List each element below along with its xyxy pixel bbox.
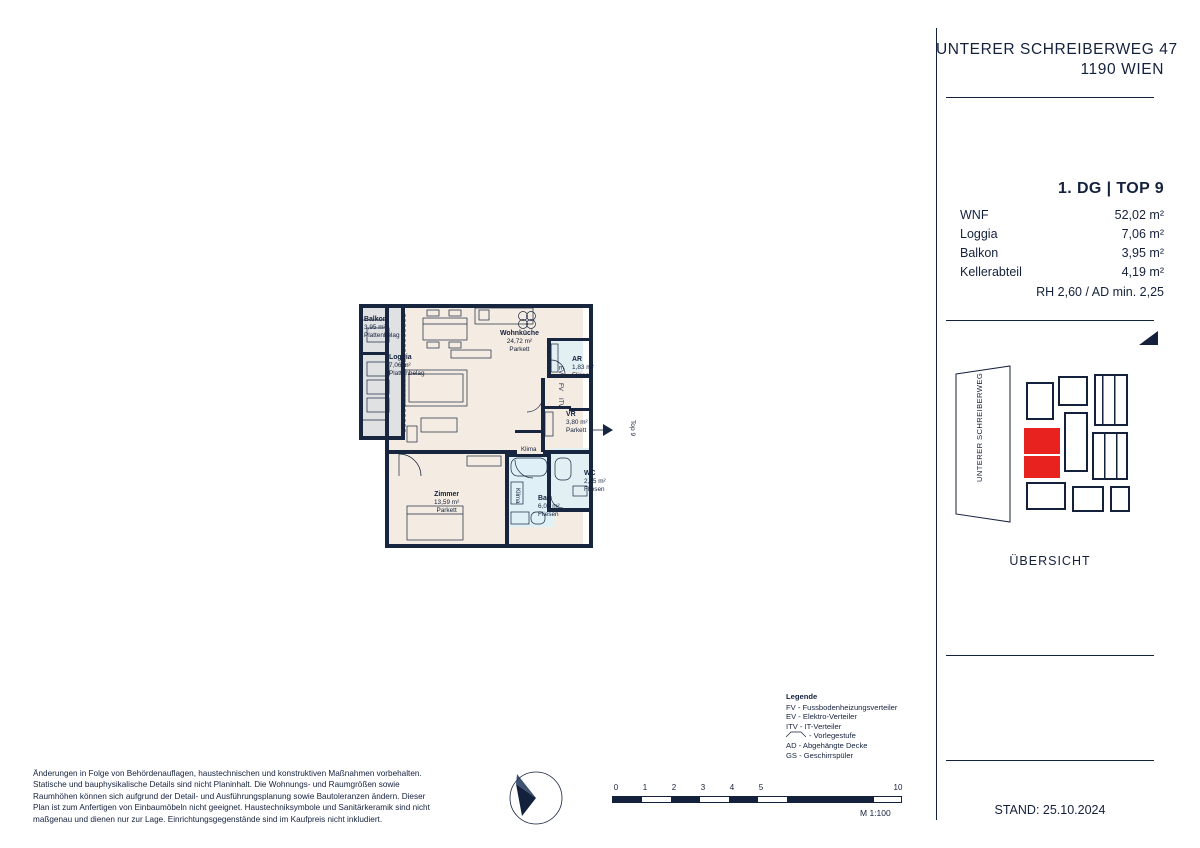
room-name: VR (566, 411, 576, 418)
divider-above-date (946, 760, 1154, 761)
legend (786, 692, 946, 760)
room-label-ar (572, 356, 594, 381)
room-label-balkon (364, 316, 400, 341)
annotation-fv: FV (557, 383, 564, 391)
overview-plan (952, 362, 1164, 530)
table-row (960, 244, 1164, 263)
area-label: WNF (960, 208, 989, 222)
room-area: 3,95 m² (364, 324, 386, 332)
room-name: Bad (538, 495, 552, 502)
scale-tick: 1 (642, 783, 648, 792)
legend-item: ITV - IT-Verteiler (786, 721, 842, 731)
scale-tick: 0 (613, 783, 619, 792)
room-floor: Parkett (566, 427, 587, 435)
room-floor: Fliesen (572, 372, 593, 380)
scale-tick: 2 (671, 783, 677, 792)
address-line-1: UNTERER SCHREIBERWEG 47 (936, 41, 1178, 58)
scale-label: M 1:100 (860, 808, 891, 818)
room-floor: Fliesen (584, 486, 605, 494)
room-name: Balkon (364, 316, 387, 323)
north-arrow-icon (1138, 330, 1160, 348)
svg-text:UNTERER SCHREIBERWEG: UNTERER SCHREIBERWEG (975, 372, 984, 482)
scale-tick: 3 (700, 783, 706, 792)
room-name: Zimmer (434, 491, 460, 498)
scale-tick: 10 (893, 783, 903, 792)
divider-under-overview (946, 655, 1154, 656)
area-label: Kellerabteil (960, 265, 1022, 279)
room-name: Loggia (389, 354, 412, 361)
unit-area-table (960, 206, 1164, 282)
legend-item: FV - Fussbodenheizungsverteiler (786, 702, 898, 712)
legend-item: AD - Abgehängte Decke (786, 740, 868, 750)
area-label: Balkon (960, 246, 999, 260)
room-floor: Parkett (509, 346, 530, 354)
area-value: 7,06 m² (1121, 227, 1164, 241)
scale-bar (612, 783, 910, 825)
annotation-itv: ITV (557, 398, 564, 408)
legend-item: GS - Geschirrspüler (786, 750, 854, 760)
unit-title: 1. DG | TOP 9 (1057, 180, 1164, 197)
overview-label: ÜBERSICHT (1009, 554, 1091, 568)
room-area: 6,03 m² (538, 503, 560, 511)
area-value: 52,02 m² (1114, 208, 1164, 222)
area-value: 3,95 m² (1121, 246, 1164, 260)
annotation-klima-1: Klima (521, 446, 537, 453)
room-label-vr (566, 411, 588, 436)
room-label-bad (538, 495, 560, 520)
project-address (936, 40, 1178, 80)
room-label-loggia (389, 354, 425, 379)
room-floor: Parkett (436, 507, 457, 515)
table-row (960, 225, 1164, 244)
annotation-klima-2: Klima (514, 488, 521, 504)
area-value: 4,19 m² (1121, 265, 1164, 279)
overview-highlight (1024, 428, 1060, 478)
room-area: 24,72 m² (506, 338, 533, 346)
vorlegestufe-icon (786, 731, 806, 741)
divider-under-unit-info (946, 320, 1154, 321)
legend-step-label: - Vorlegestufe (809, 731, 856, 741)
entry-label: Top 9 (629, 420, 636, 437)
room-area: 13,59 m² (434, 499, 460, 507)
legend-item: EV - Elektro-Verteiler (786, 712, 857, 722)
room-floor: Plattenbelag (389, 370, 425, 378)
compass-rose-icon (508, 770, 564, 826)
room-floor: Fliesen (538, 511, 559, 519)
room-area: 2,15 m² (584, 478, 606, 486)
table-row (960, 206, 1164, 225)
divider-under-address (946, 97, 1154, 98)
address-line-2: 1190 WIEN (1080, 61, 1164, 78)
annotation-ev: EV (557, 366, 564, 375)
room-name: WC (584, 470, 596, 477)
scale-tick: 5 (758, 783, 764, 792)
scale-bar-graphic (612, 796, 902, 803)
legend-item-step (786, 731, 946, 741)
room-area: 7,06 m² (389, 362, 411, 370)
ceiling-height-note: RH 2,60 / AD min. 2,25 (1036, 285, 1164, 299)
table-row (960, 263, 1164, 282)
room-floor: Plattenbelag (364, 332, 400, 340)
room-label-wohnkueche (500, 330, 539, 355)
legend-title: Legende (786, 692, 818, 701)
scale-tick: 4 (729, 783, 735, 792)
room-label-zimmer (434, 491, 459, 516)
room-area: 3,80 m² (566, 419, 588, 427)
disclaimer-text: Änderungen in Folge von Behördenauflagen, haustechnischen und konstruktiven Maßnahmen vorbehalten. Statische und bauphysikalische Details sind nicht Planinhalt. Die Wohnungs- und Raumgrößen sowie Raumhöhen können sich aufgrund der Detail- und Ausführungsplanung sowie Bautoleranzen ändern. Dieser Plan ist zum Anfertigen von Einbaumöbeln nicht geeignet. Haustechniksymbole und Sanitärkeramik sind nicht maßgenau und dienen nur zur Lage. Einrichtungsgegenstände sind im Kaufpreis nicht inkludiert. (33, 769, 430, 824)
scale-ticks (612, 783, 910, 793)
room-name: Wohnküche (500, 330, 539, 337)
plan-date: STAND: 25.10.2024 (994, 803, 1106, 817)
room-area: 1,83 m² (572, 364, 594, 372)
room-name: AR (572, 356, 582, 363)
area-label: Loggia (960, 227, 998, 241)
room-label-wc (584, 470, 606, 495)
